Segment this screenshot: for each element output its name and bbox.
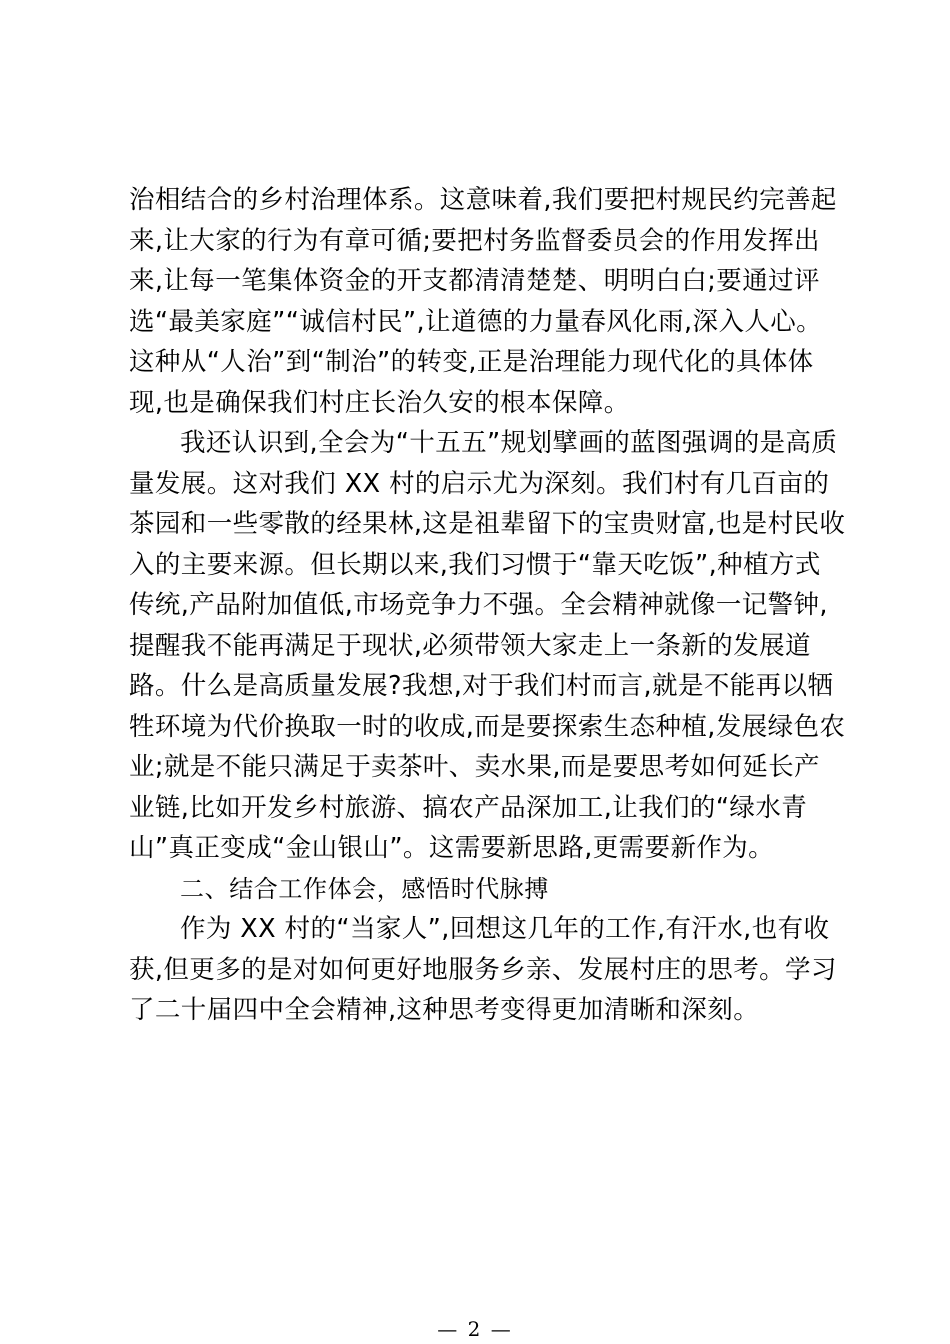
paragraph-line: 我还认识到,全会为“十五五”规划擘画的蓝图强调的是高质 bbox=[180, 428, 838, 458]
paragraph-2 bbox=[129, 423, 846, 869]
paragraph-line: 来,让大家的行为有章可循;要把村务监督委员会的作用发挥出 bbox=[129, 225, 820, 256]
paragraph-line: 传统,产品附加值低,市场竞争力不强。全会精神就像一记警钟, bbox=[129, 590, 828, 620]
paragraph-line: 业;就是不能只满足于卖茶叶、卖水果,而是要思考如何延长产 bbox=[129, 752, 820, 782]
paragraph-line: 获,但更多的是对如何更好地服务乡亲、发展村庄的思考。学习 bbox=[129, 954, 837, 985]
paragraph-line: 作为 XX 村的“当家人”,回想这几年的工作,有汗水,也有收 bbox=[180, 914, 830, 944]
paragraph-line: 茶园和一些零散的经果林,这是祖辈留下的宝贵财富,也是村民收 bbox=[129, 509, 846, 539]
section-heading bbox=[129, 869, 839, 910]
paragraph-line: 入的主要来源。但长期以来,我们习惯于“靠天吃饭”,种植方式 bbox=[129, 549, 821, 580]
paragraph-line: 来,让每一笔集体资金的开支都清清楚楚、明明白白;要通过评 bbox=[129, 266, 820, 296]
paragraph-line: 提醒我不能再满足于现状,必须带领大家走上一条新的发展道 bbox=[129, 630, 811, 661]
paragraph-line: 山”真正变成“金山银山”。这需要新思路,更需要新作为。 bbox=[129, 833, 775, 863]
paragraph-line: 现,也是确保我们村庄长治久安的根本保障。 bbox=[129, 387, 630, 418]
paragraph-1 bbox=[129, 180, 839, 423]
paragraph-line: 量发展。这对我们 XX 村的启示尤为深刻。我们村有几百亩的 bbox=[129, 468, 830, 499]
paragraph-line: 治相结合的乡村治理体系。这意味着,我们要把村规民约完善起 bbox=[129, 185, 837, 215]
section-heading-text: 二、结合工作体会，感悟时代脉搏 bbox=[180, 874, 549, 903]
document-body bbox=[129, 180, 846, 1031]
paragraph-line: 业链,比如开发乡村旅游、搞农产品深加工,让我们的“绿水青 bbox=[129, 792, 808, 823]
paragraph-line: 了二十届四中全会精神,这种思考变得更加清晰和深刻。 bbox=[129, 995, 760, 1025]
paragraph-line: 选“最美家庭”“诚信村民”,让道德的力量春风化雨,深入人心。 bbox=[129, 306, 823, 337]
page-number: — 2 — bbox=[437, 1317, 513, 1341]
paragraph-line: 路。什么是高质量发展?我想,对于我们村而言,就是不能再以牺 bbox=[129, 671, 834, 701]
paragraph-line: 牲环境为代价换取一时的收成,而是要探索生态种植,发展绿色农 bbox=[129, 711, 846, 742]
paragraph-line: 这种从“人治”到“制治”的转变,正是治理能力现代化的具体体 bbox=[129, 347, 814, 377]
paragraph-3 bbox=[129, 909, 839, 1031]
